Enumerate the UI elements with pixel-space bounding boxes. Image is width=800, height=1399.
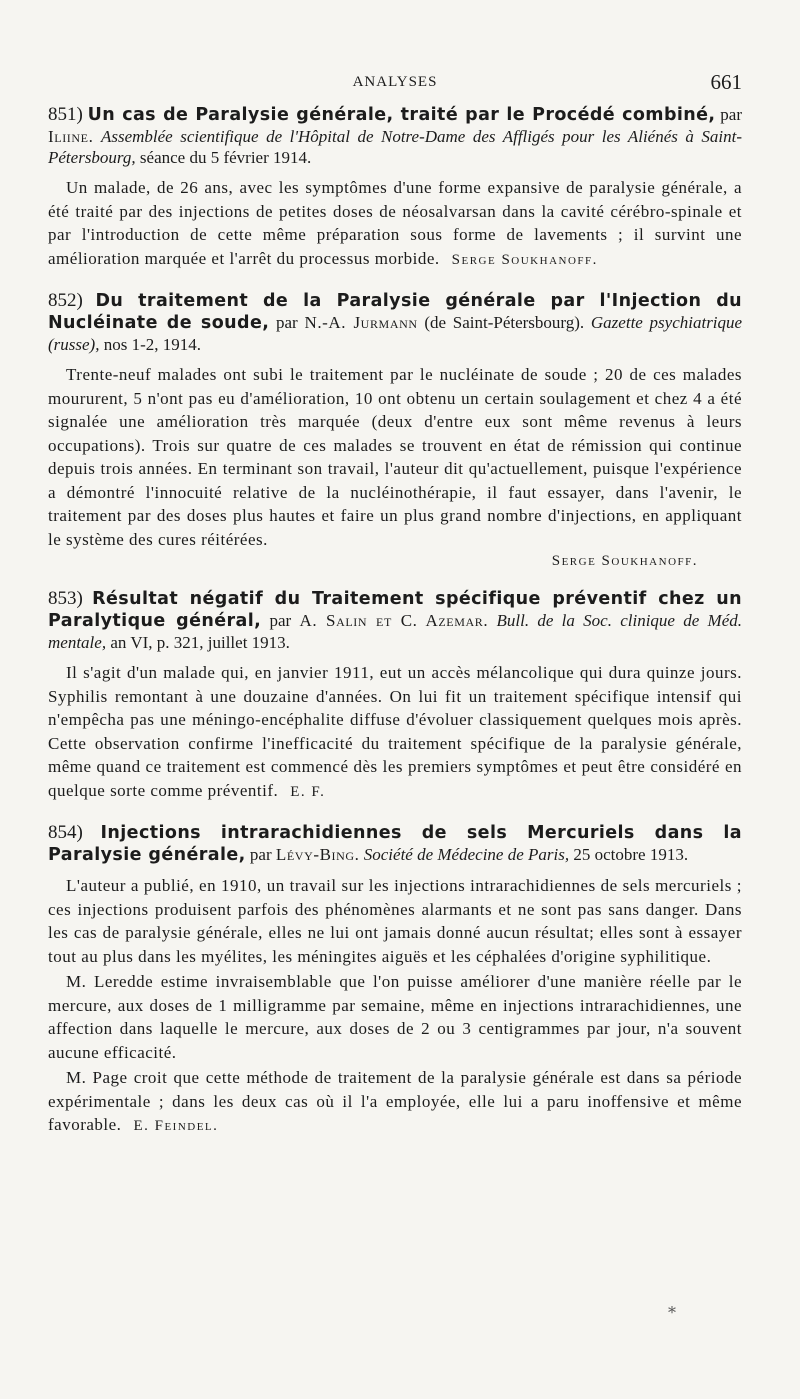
abstract-signature: E. F. [290, 783, 326, 800]
abstract-authors: A. Salin et C. Azemar. [299, 611, 489, 630]
abstract-title: Un cas de Paralysie générale, traité par le Procédé combiné, [87, 105, 716, 125]
abstract-date: 25 octobre 1913. [573, 845, 689, 864]
by-word: par [249, 845, 272, 864]
abstract-source: Bull. de la Soc. clinique de Méd. mentale, [48, 611, 743, 652]
abstract-title: Du traitement de la Paralysie générale par l'Injection du Nucléinate de soude, [48, 291, 743, 333]
abstract-title: Injections intrarachidiennes de sels Mercuriels dans la Paralysie générale, [48, 823, 743, 865]
by-word: par [720, 105, 742, 124]
page-header [48, 70, 742, 98]
abstract-authors: Lévy-Bing. [275, 845, 360, 864]
abstracts-list [48, 104, 742, 1157]
abstract-affiliation: (de Saint-Pétersbourg). [424, 313, 585, 332]
abstract-authors: N.-A. Jurmann [304, 313, 418, 332]
abstract-signature: Serge Soukhanoff. [451, 251, 598, 268]
abstract-heading [48, 588, 742, 653]
paragraph-text: Il s'agit d'un malade qui, en janvier 1911, eut un accès mélancolique qui dura quinze jours. Syphilis remontant à une douzaine d'années. On lui fit un traitement spécifique intensif qui n'empêcha pas une méningo-encéphalite diffuse d'évoluer classiquement quelques mois après. Cette observation confirme l'inefficacité du traitement spécifique de la paralysie générale, même quand ce traitement est commencé dès les premiers symptômes et peut être considéré en quelque sorte comme préventif. [48, 663, 742, 800]
abstract-title: Résultat négatif du Traitement spécifique préventif chez un Paralytique général, [48, 589, 742, 631]
abstract-heading [48, 104, 742, 168]
abstract-source: Gazette psychiatrique (russe), [48, 313, 743, 354]
abstract-heading [48, 290, 742, 355]
abstract-signature: E. Feindel. [133, 1118, 219, 1134]
abstract-authors: Iliine. [48, 127, 94, 146]
paragraph-text: M. Page croit que cette méthode de traitement de la paralysie générale est dans sa période expérimentale ; dans les deux cas où il l'a employée, elle lui a paru inoffensive et même favorable. [48, 1068, 742, 1134]
by-word: par [276, 313, 298, 332]
abstract-paragraph: Trente-neuf malades ont subi le traitement par le nucléinate de soude ; 20 de ces malades moururent, 5 n'ont pas eu d'amélioration, 10 ont obtenu un certain soulagement et chez 4 a été signalée une amélioration très marquée (deux d'entre eux sont même revenus à leurs occupations). Trois sur quatre de ces malades se trouvent en état de rémission qui continue depuis trois années. En terminant son travail, l'auteur dit qu'actuellement, puisque l'expérience a démontré l'innocuité relative de la nucléinothérapie, il faut essayer, dans l'avenir, le traitement par des doses plus hautes et faire un plus grand nombre d'injections, en appliquant le système des cures réitérées. [48, 365, 742, 549]
abstract-source: Assemblée scientifique de l'Hôpital de Notre-Dame des Affligés pour les Aliénés à Saint-Pétersbourg, [48, 127, 743, 167]
abstract-number: 852) [48, 290, 83, 311]
abstract-heading [48, 822, 742, 866]
abstract-854 [48, 822, 742, 1139]
abstract-paragraph [48, 176, 742, 272]
abstract-date: séance du 5 février 1914. [139, 148, 312, 167]
abstract-paragraph: L'auteur a publié, en 1910, un travail sur les injections intrarachidiennes de sels mercuriels ; ces injections produisent parfois des phénomènes alarmants et ne sont pas sans danger. Dans les cas de paralysie générale, elles ne lui ont jamais donné aucun résultat; elles sont à essayer tout au plus dans les myélites, les méningites aiguës et les céphalées d'origine syphilitique. [48, 876, 742, 966]
by-word: par [269, 611, 292, 630]
abstract-source: Société de Médecine de Paris, [363, 845, 570, 864]
abstract-paragraph [48, 1066, 742, 1139]
paragraph-text: Un malade, de 26 ans, avec les symptômes d'une forme expansive de paralysie générale, a été traité par des injections de petites doses de néosalvarsan dans la cavité cérébro-spinale et par l'introduction de cette même préparation sous forme de lavements ; il survint une amélioration marquée et l'arrêt du processus morbide. [48, 178, 742, 268]
abstract-852 [48, 290, 742, 570]
running-head: ANALYSES [352, 74, 438, 90]
page-number: 661 [710, 70, 742, 94]
abstract-signature: Serge Soukhanoff. [551, 553, 698, 569]
abstract-number: 854) [48, 822, 83, 843]
abstract-number: 853) [48, 588, 83, 609]
abstract-853 [48, 588, 742, 804]
abstract-number: 851) [48, 104, 83, 125]
abstract-date: an VI, p. 321, juillet 1913. [110, 633, 290, 652]
section-end-ornament: * [668, 1303, 676, 1322]
abstract-paragraph: M. Leredde estime invraisemblable que l'on puisse améliorer d'une manière réelle par le mercure, aux doses de 1 milligramme par semaine, même en injections intrarachidiennes, une affection dans laquelle le mercure, aux doses de 2 ou 3 centigrammes par jour, n'a souvent aucune efficacité. [48, 972, 742, 1062]
abstract-paragraph [48, 661, 742, 804]
abstract-851 [48, 104, 742, 272]
abstract-date: nos 1-2, 1914. [103, 335, 201, 354]
